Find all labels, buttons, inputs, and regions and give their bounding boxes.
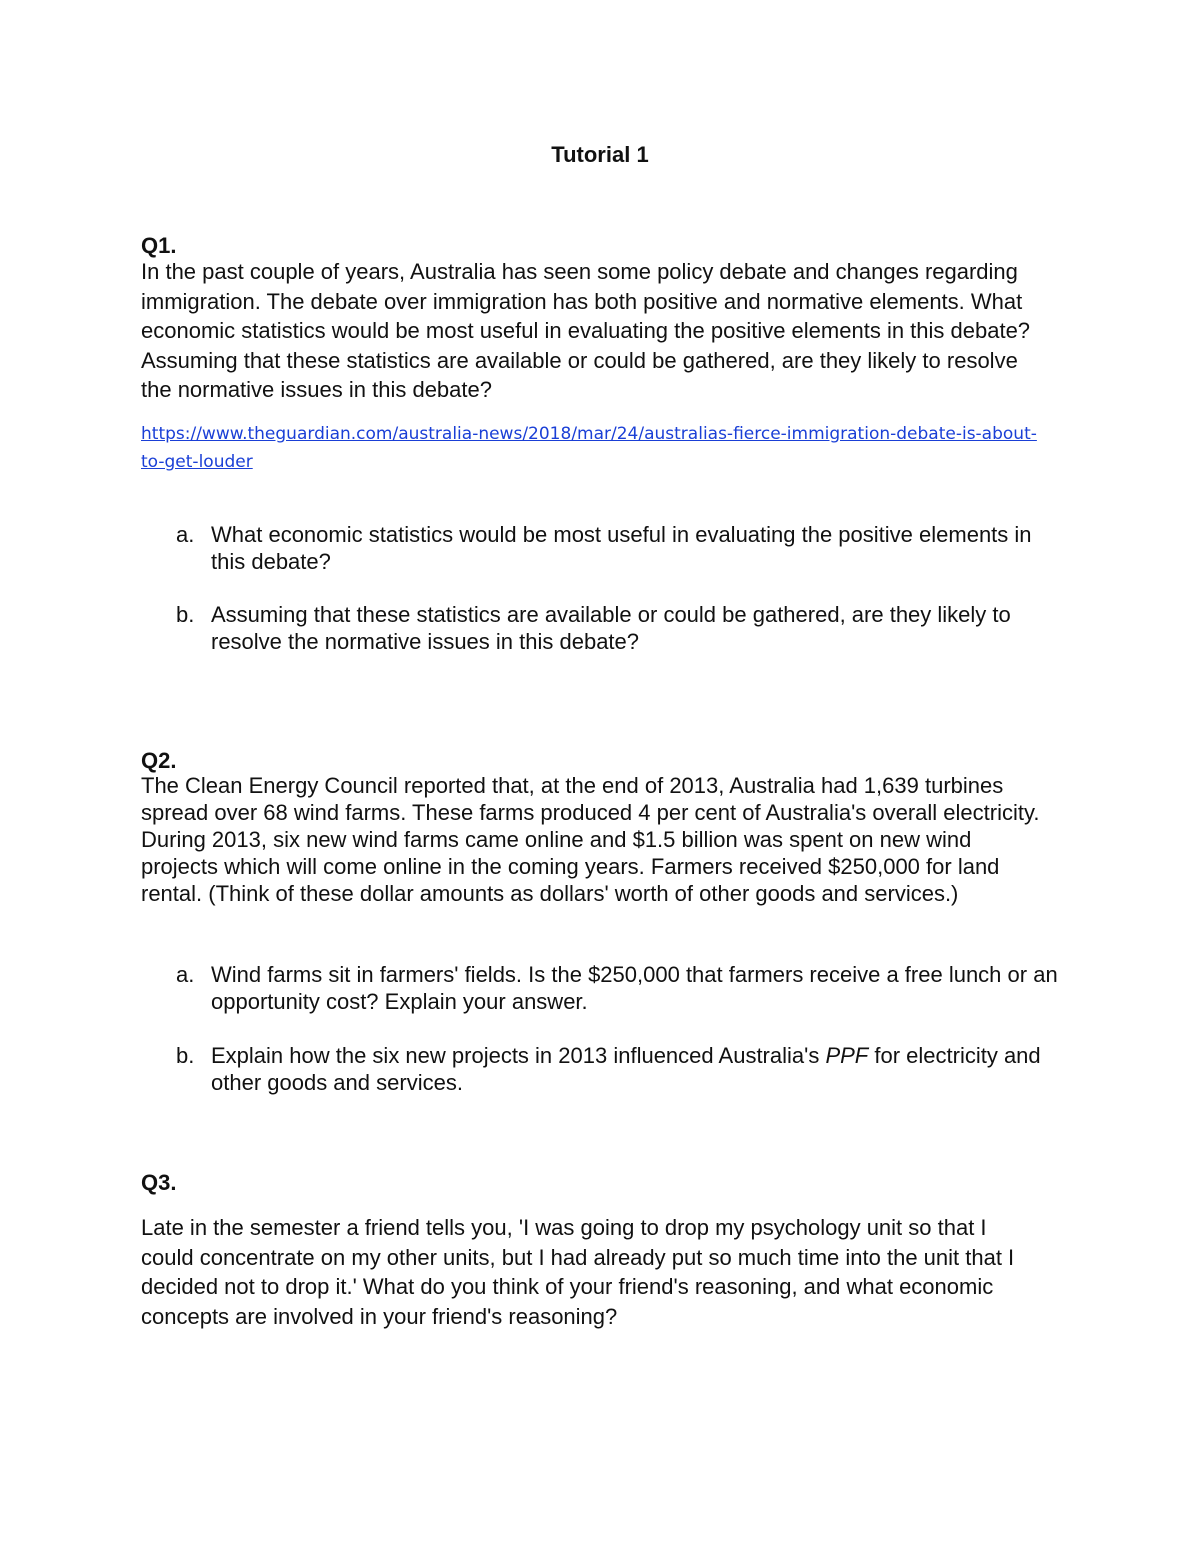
list-marker: b. xyxy=(176,1043,195,1068)
list-item-text xyxy=(211,1042,1071,1096)
q2-item-a xyxy=(176,961,1076,1015)
q2-heading: Q2. xyxy=(141,748,177,773)
q2-body: The Clean Energy Council reported that, at the end of 2013, Australia had 1,639 turbines spread over 68 wind farms. These farms produced 4 per cent of Australia's overall electricity. During 2013, six new wind farms came online and $1.5 billion was spent on new wind projects which will come online in the coming years. Farmers received $250,000 for land rental. (Think of these dollar amounts as dollars' worth of other goods and services.) xyxy=(141,773,1040,906)
q1-article-link[interactable]: https://www.theguardian.com/australia-news/2018/mar/24/australias-fierce-immigration-debate-is-about-to-get-louder xyxy=(141,424,1037,472)
q1-heading: Q1. xyxy=(141,233,177,258)
q3-body: Late in the semester a friend tells you, 'I was going to drop my psychology unit so that I could concentrate on my other units, but I had already put so much time into the unit that I decided not to drop it.' What do you think of your friend's reasoning, and what economic concepts are involved in your friend's reasoning? xyxy=(141,1215,1015,1329)
list-marker: a. xyxy=(176,522,195,547)
page-title: Tutorial 1 xyxy=(551,142,649,167)
q1-body: In the past couple of years, Australia has seen some policy debate and changes regarding immigration. The debate over immigration has both positive and normative elements. What economic statistics would be most useful in evaluating the positive elements in this debate? Assuming that these statistics are available or could be gathered, are they likely to resolve the normative issues in this debate? xyxy=(141,259,1031,402)
text-after: for electricity and other goods and services. xyxy=(211,1043,1041,1095)
q1-item-b xyxy=(176,601,1076,655)
q1-item-a xyxy=(176,521,1076,575)
text-before: Explain how the six new projects in 2013 influenced Australia's xyxy=(211,1043,826,1068)
list-marker: b. xyxy=(176,602,195,627)
list-marker: a. xyxy=(176,962,195,987)
list-item-text: Wind farms sit in farmers' fields. Is the $250,000 that farmers receive a free lunch or an opportunity cost? Explain your answer. xyxy=(211,962,1058,1014)
ppf-term: PPF xyxy=(825,1043,869,1068)
q2-item-b xyxy=(176,1042,1076,1096)
list-item-text: What economic statistics would be most useful in evaluating the positive elements in this debate? xyxy=(211,522,1032,574)
list-item-text: Assuming that these statistics are available or could be gathered, are they likely to resolve the normative issues in this debate? xyxy=(211,602,1011,654)
q3-heading: Q3. xyxy=(141,1170,177,1195)
